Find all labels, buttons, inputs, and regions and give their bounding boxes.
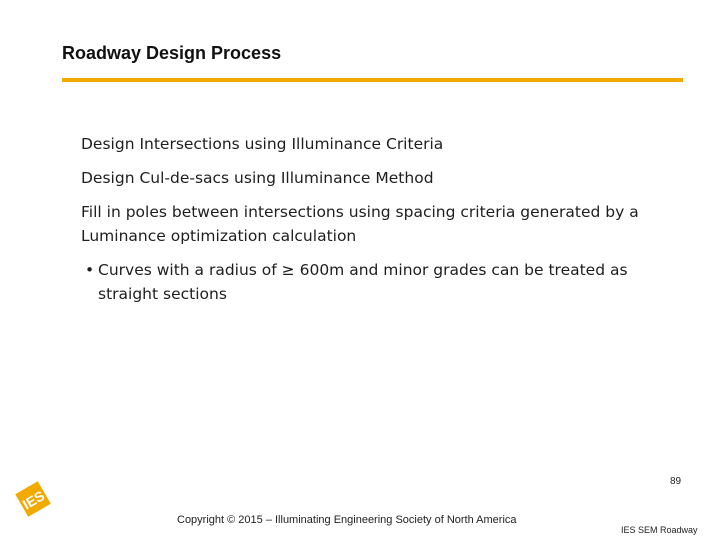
bullet-marker: • — [85, 261, 95, 279]
paragraph-intersections: Design Intersections using Illuminance Criteria — [81, 135, 444, 153]
title-divider — [62, 78, 683, 82]
paragraph-cul-de-sacs: Design Cul-de-sacs using Illuminance Method — [81, 169, 434, 187]
ies-logo-text: IES — [19, 487, 48, 513]
sub-bullet-text: Curves with a radius of ≥ 600m and minor grades can be treated as straight sections — [98, 261, 628, 303]
deck-label: IES SEM Roadway — [621, 525, 698, 535]
sub-bullet-item — [85, 258, 691, 306]
slide-content — [81, 132, 691, 306]
paragraph-fill-poles: Fill in poles between intersections using spacing criteria generated by a Luminance optimization calculation — [81, 203, 639, 245]
ies-logo-icon — [14, 480, 52, 518]
page-number: 89 — [670, 476, 682, 487]
slide-title: Roadway Design Process — [62, 43, 282, 63]
copyright-text: Copyright © 2015 – Illuminating Engineering Society of North America — [177, 514, 517, 526]
